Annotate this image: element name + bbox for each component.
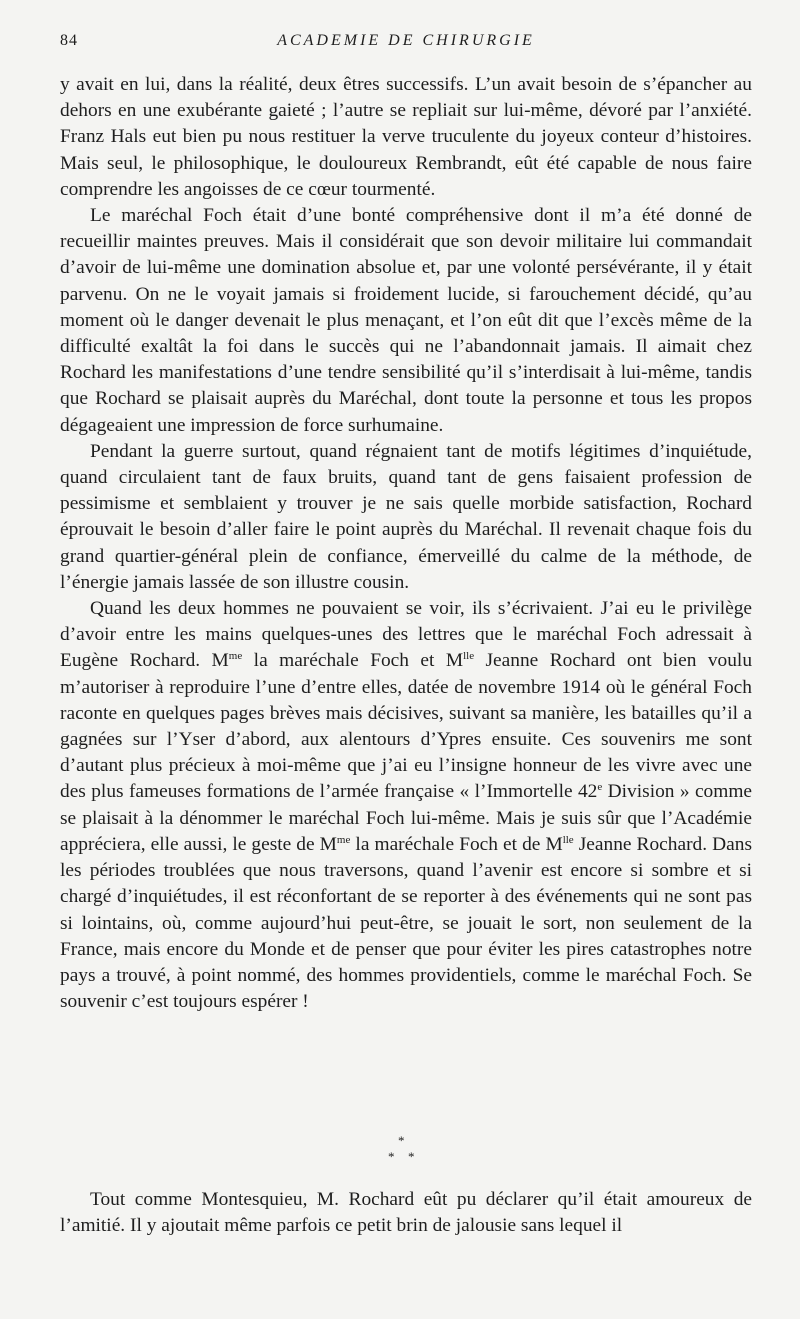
superscript-lle: lle bbox=[463, 650, 475, 663]
paragraph-4-text: la maréchale Foch et de M bbox=[350, 833, 563, 855]
superscript-lle: lle bbox=[562, 833, 574, 846]
paragraph-4-text: la maréchale Foch et M bbox=[242, 650, 464, 672]
paragraph-4-text: Division » comme se plaisait à la dénommer le maréchal Foch lui-même. Mais je suis sûr que l’Académie appréciera, elle aussi, le geste de M bbox=[60, 781, 753, 855]
section-separator bbox=[60, 1133, 752, 1173]
paragraph-5: Tout comme Montesquieu, M. Rochard eût pu déclarer qu’il était amoureux de l’amitié. Il y ajoutait même parfois ce petit brin de jalousie sans lequel il bbox=[60, 1189, 752, 1237]
superscript-me: me bbox=[228, 650, 243, 663]
asterisk-icon: * bbox=[408, 1149, 415, 1164]
asterisk-icon: * bbox=[398, 1133, 405, 1148]
asterisk-icon: * bbox=[388, 1149, 395, 1164]
closing-text bbox=[60, 1187, 752, 1239]
document-page bbox=[60, 0, 752, 1319]
paragraph-4-text: Jeanne Rochard. Dans les périodes troublées que nous traversons, quand l’avenir est encore si sombre et si chargé d’inquiétudes, il est réconfortant de se reporter à des événements qui ne sont pas si lointains, où, comme aujourd’hui peut-être, se jouait le sort, non seulement de la France, mais encore du Monde et de penser que pour éviter les pires catastrophes notre pays a trouvé, à point nommé, des hommes providentiels, comme le maréchal Foch. Se souvenir c’est toujours espérer ! bbox=[60, 833, 753, 1013]
running-head bbox=[60, 32, 752, 54]
paragraph-3: Pendant la guerre surtout, quand régnaient tant de motifs légitimes d’inquiétude, quand circulaient tant de faux bruits, quand tant de gens faisaient profession de pessimisme et semblaient y trouver je ne sais quelle morbide satisfaction, Rochard éprouvait le besoin d’aller faire le point auprès du Maréchal. Il revenait chaque fois du grand quartier-général plein de confiance, émerveillé du calme de la méthode, de l’énergie jamais lassée de son illustre cousin. bbox=[60, 440, 752, 593]
body-text bbox=[60, 72, 752, 1015]
page-number: 84 bbox=[60, 32, 78, 49]
paragraph-2: Le maréchal Foch était d’une bonté compréhensive dont il m’a été donné de recueillir maintes preuves. Mais il considérait que son devoir militaire lui commandait d’avoir de lui-même une domination absolue et, par une volonté persévérante, il y était parvenu. On ne le voyait jamais si froidement lucide, si farouchement décidé, qu’au moment où le danger devenait le plus menaçant, et l’on eût dit que l’excès même de la difficulté exaltât la foi dans le succès qui ne l’abandonnait jamais. Il aimait chez Rochard les manifestations d’une tendre sensibilité qu’il s’interdisait à lui-même, tandis que Rochard se plaisait auprès du Maréchal, dont toute la personne et tous les propos dégageaient une impression de force surhumaine. bbox=[60, 205, 752, 436]
superscript-me: me bbox=[336, 833, 351, 846]
paragraph-4-text: Quand les deux hommes ne pouvaient se voir, ils s’écrivaient. J’ai eu le privilège d’avoir entre les mains quelques-unes des lettres que le maréchal Foch adressait à Eugène Rochard. M bbox=[60, 598, 752, 672]
superscript-e: e bbox=[597, 781, 603, 794]
paragraph-4 bbox=[60, 596, 752, 1015]
paragraph-4-text: Jeanne Rochard ont bien voulu m’autoriser à reproduire l’une d’entre elles, datée de novembre 1914 où le général Foch raconte en quelques pages brèves mais décisives, suivant sa manière, les batailles qu’il a gagnées sur l’Yser d’abord, aux alentours d’Ypres ensuite. Ces souvenirs me sont d’autant plus précieux à moi-même que j’ai eu l’insigne honneur de les vivre avec une des plus fameuses formations de l’armée française « l’Immortelle 42 bbox=[60, 650, 753, 803]
running-title: ACADEMIE DE CHIRURGIE bbox=[277, 32, 535, 49]
paragraph-1: y avait en lui, dans la réalité, deux êtres successifs. L’un avait besoin de s’épancher au dehors en une exubérante gaieté ; l’autre se repliait sur lui-même, dévoré par l’anxiété. Franz Hals eut bien pu nous restituer la verve truculente du joyeux conteur d’histoires. Mais seul, le philosophique, le douloureux Rembrandt, eût été capable de nous faire comprendre les angoisses de ce cœur tourmenté. bbox=[60, 74, 752, 200]
